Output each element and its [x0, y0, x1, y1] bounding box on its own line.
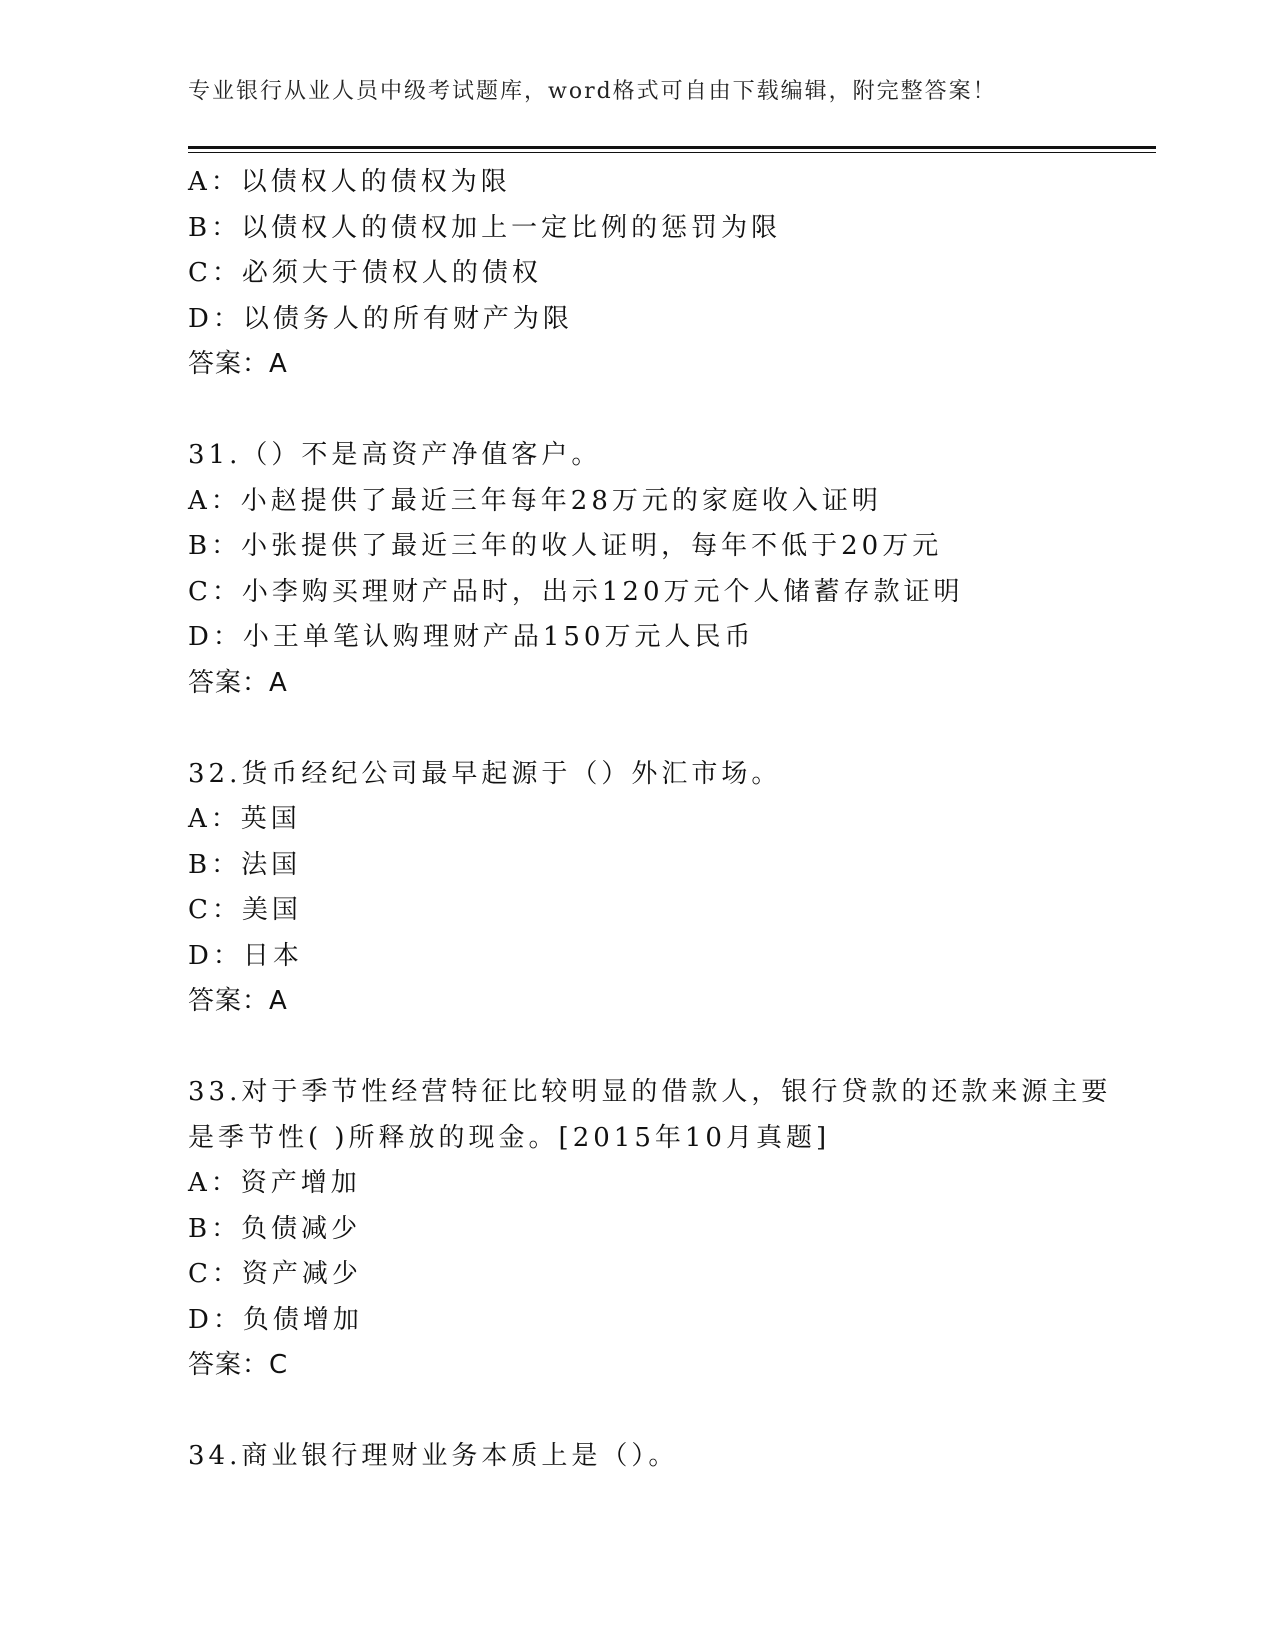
header-divider-thin — [188, 152, 1156, 153]
question-34: 34.商业银行理财业务本质上是（）。 — [188, 1441, 679, 1471]
spacer — [188, 1025, 1158, 1071]
option-b: B：小张提供了最近三年的收人证明，每年不低于20万元 — [188, 531, 943, 561]
option-a: A：小赵提供了最近三年每年28万元的家庭收入证明 — [188, 485, 882, 516]
answer: 答案：A — [188, 986, 288, 1016]
option-a: A：英国 — [188, 804, 301, 834]
header-divider-thick — [188, 146, 1156, 149]
spacer — [188, 388, 1158, 434]
option-d: D：日本 — [188, 940, 303, 971]
question-content — [188, 160, 1158, 1480]
spacer — [188, 706, 1158, 752]
option-d: D：小王单笔认购理财产品150万元人民币 — [188, 622, 755, 652]
answer: 答案：C — [188, 1350, 289, 1380]
option-d: D：负债增加 — [188, 1304, 363, 1335]
option-b: B：负债减少 — [188, 1213, 362, 1244]
question-33-line-1: 33.对于季节性经营特征比较明显的借款人，银行贷款的还款来源主要 — [188, 1077, 1112, 1107]
question-32: 32.货币经纪公司最早起源于（）外汇市场。 — [188, 758, 782, 789]
question-33-line-2: 是季节性( )所释放的现金。[2015年10月真题] — [188, 1122, 831, 1153]
option-b: B：以债权人的债权加上一定比例的惩罚为限 — [188, 212, 782, 243]
option-c: C：小李购买理财产品时，出示120万元个人储蓄存款证明 — [188, 576, 964, 607]
question-31: 31.（）不是高资产净值客户。 — [188, 440, 602, 470]
answer: 答案：A — [188, 349, 288, 379]
option-a: A：以债权人的债权为限 — [188, 167, 511, 197]
option-c: C：必须大于债权人的债权 — [188, 258, 542, 288]
option-c: C：资产减少 — [188, 1259, 362, 1289]
answer: 答案：A — [188, 667, 288, 698]
option-c: C：美国 — [188, 895, 302, 925]
option-d: D：以债务人的所有财产为限 — [188, 303, 573, 334]
option-a: A：资产增加 — [188, 1168, 361, 1198]
option-b: B：法国 — [188, 849, 302, 880]
page-header: 专业银行从业人员中级考试题库，word格式可自由下载编辑，附完整答案！ — [188, 79, 997, 104]
spacer — [188, 1389, 1158, 1435]
